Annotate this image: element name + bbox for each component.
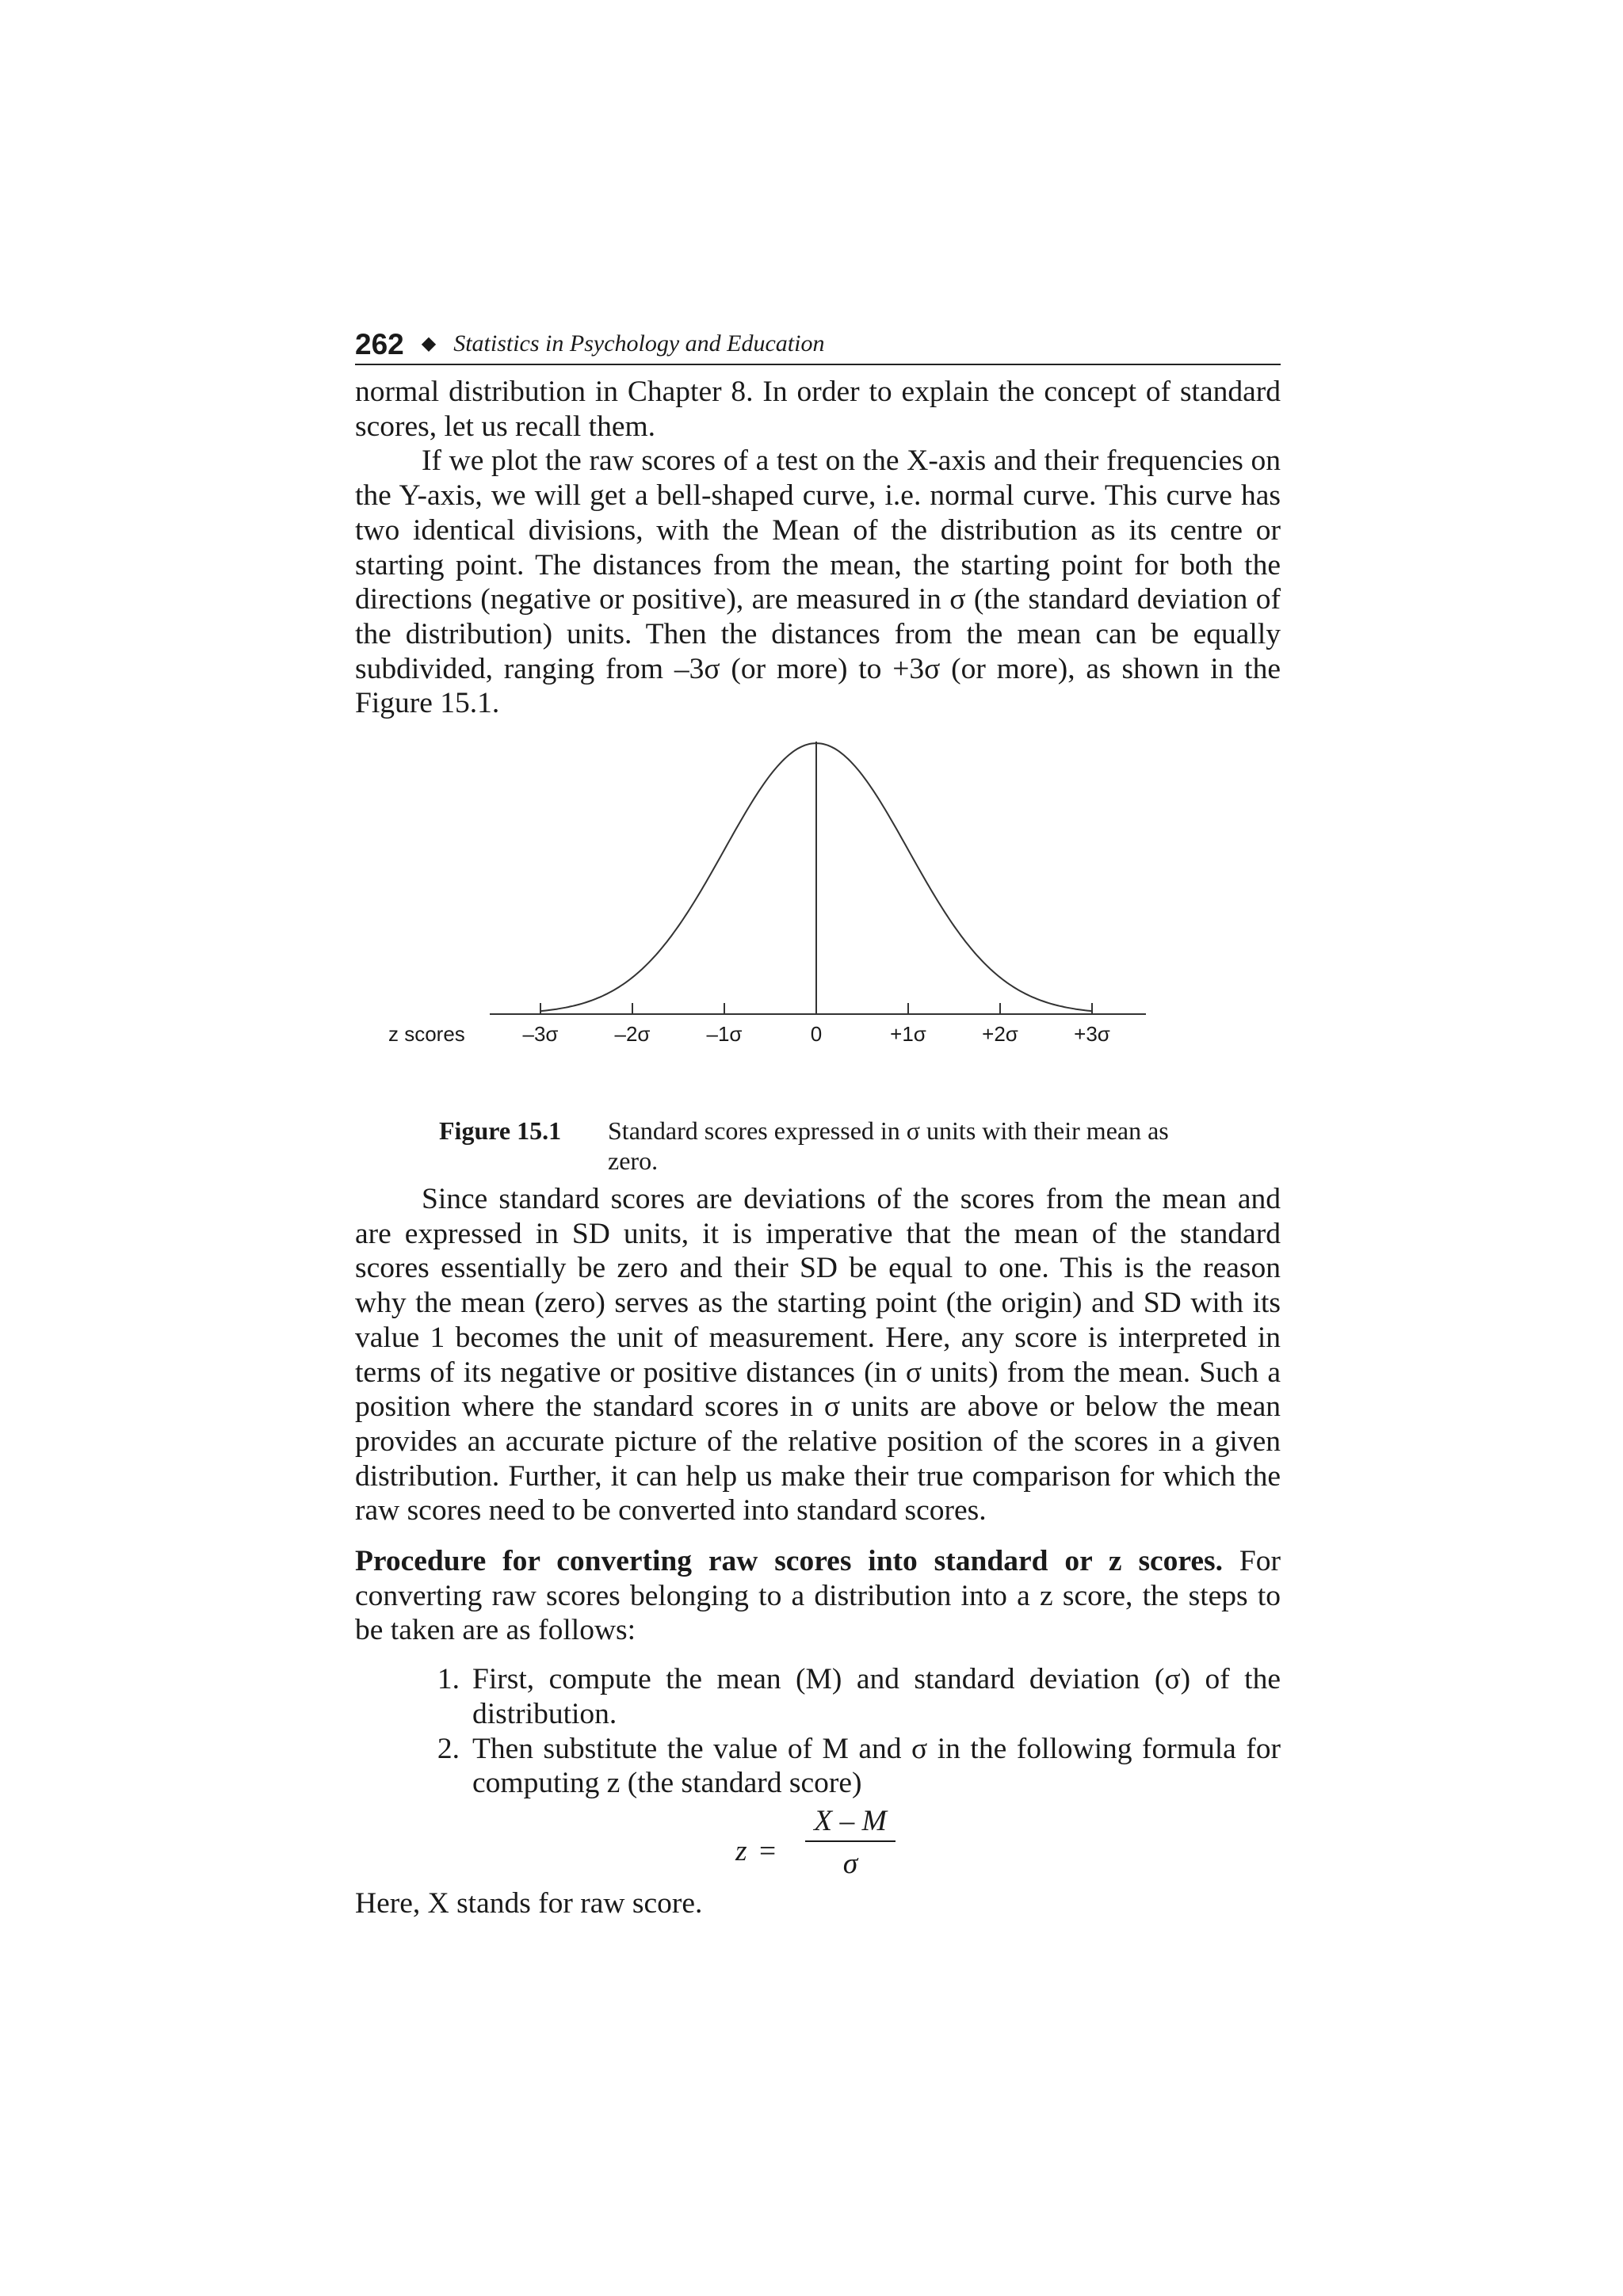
fraction-bar (805, 1840, 896, 1842)
tick-label: 0 (810, 1022, 823, 1047)
tick-label: –3σ (522, 1022, 559, 1047)
tick-label: +2σ (982, 1022, 1018, 1047)
list-item (355, 1732, 1281, 1801)
figure-caption-text: Standard scores expressed in σ units with their mean as zero. (608, 1116, 1169, 1176)
formula-lhs: z (735, 1834, 747, 1867)
paragraph-2: If we plot the raw scores of a test on the X-axis and their frequencies on the Y-axis, we will get a bell-shaped curve, i.e. normal curve. This curve has two identical divisions, with the Mean of the distribution as its centre or starting point. The distances from the mean, the starting point for both the directions (negative or positive), are measured in σ (the standard deviation of the distribution) units. Then the distances from the mean can be equally subdivided, ranging from –3σ (or more) to +3σ (or more), as shown in the Figure 15.1. (355, 444, 1281, 720)
formula-numerator: X – M (814, 1804, 887, 1837)
step-text: Then substitute the value of M and σ in the following formula for computing z (the standard score) (472, 1732, 1281, 1800)
figure-normal-curve (355, 727, 1281, 1116)
paragraph-3: Since standard scores are deviations of the scores from the mean and are expressed in SD units, it is imperative that the mean of the standard scores essentially be zero and their SD be equal to one. This is the reason why the mean (zero) serves as the starting point (the origin) and SD with its value 1 becomes the unit of measurement. Here, any score is interpreted in terms of its negative or positive distances (in σ units) from the mean. Such a position where the standard scores in σ units are above or below the mean provides an accurate picture of the relative position of the scores in a given distribution. Further, it can help us make their true comparison for which the raw scores need to be converted into standard scores. (355, 1183, 1281, 1527)
tick-label: –2σ (614, 1022, 651, 1047)
book-page (355, 321, 1281, 1921)
step-number: 2. (437, 1732, 460, 1765)
figure-caption-label: Figure 15.1 (439, 1116, 562, 1146)
paragraph-5: Here, X stands for raw score. (355, 1886, 703, 1920)
book-title: Statistics in Psychology and Education (453, 330, 825, 357)
step-text: First, compute the mean (M) and standard deviation (σ) of the distribution. (472, 1663, 1281, 1730)
axis-label: z scores (388, 1022, 465, 1047)
paragraph-4 (355, 1544, 1281, 1648)
procedure-heading: Procedure for converting raw scores into standard or z scores. (355, 1545, 1224, 1578)
tick-label: +3σ (1074, 1022, 1110, 1047)
diamond-icon: ◆ (421, 332, 437, 354)
step-number: 1. (437, 1663, 460, 1696)
tick-label: –1σ (706, 1022, 743, 1047)
list-item (355, 1662, 1281, 1731)
running-header (355, 321, 1281, 365)
figure-caption (439, 1116, 1200, 1176)
formula-denominator: σ (842, 1847, 858, 1880)
tick-label: +1σ (890, 1022, 926, 1047)
page-number: 262 (355, 328, 404, 360)
normal-curve-chart (0, 727, 1623, 1116)
z-score-formula (355, 1804, 1281, 1883)
formula-equals: = (759, 1834, 777, 1867)
paragraph-1: normal distribution in Chapter 8. In order to explain the concept of standard scores, let us recall them. (355, 376, 1281, 443)
procedure-intro: For converting raw scores belonging to a distribution into a z score, the steps to be taken are as follows: (355, 1545, 1281, 1647)
steps-list (355, 1662, 1281, 1801)
